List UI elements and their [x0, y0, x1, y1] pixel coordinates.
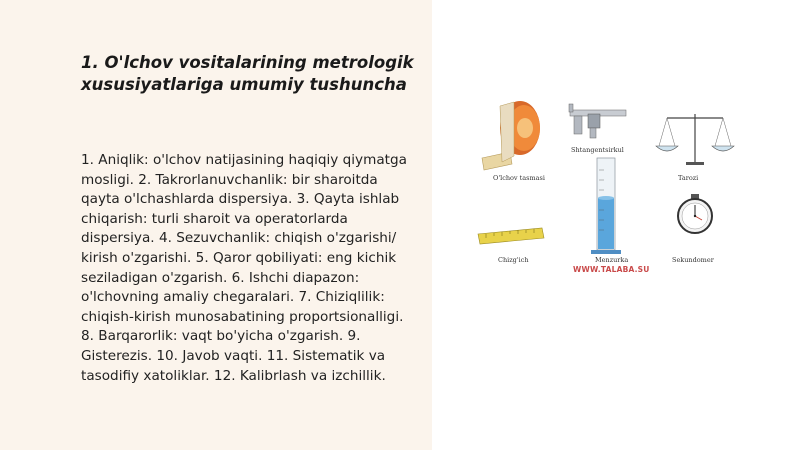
caption-tape: O'lchov tasmasi [493, 174, 545, 182]
ruler-icon [478, 228, 544, 244]
caption-ruler: Chizg'ich [498, 256, 529, 264]
caption-scale: Tarozi [678, 174, 699, 182]
caption-stopwatch: Sekundomer [672, 256, 714, 264]
caliper-icon [569, 104, 626, 138]
graduated-cylinder-icon [591, 158, 621, 254]
stopwatch-icon [678, 194, 712, 233]
measuring-tape-icon [482, 101, 540, 170]
balance-scale-icon [656, 114, 734, 165]
slide-body-text: 1. Aniqlik: o'lchov natijasining haqiqiy qiymatga mosligi. 2. Takrorlanuvchanlik: bir sharoitda qayta o'lchashlarda dispersiya. 3. Qayta ishlab chiqarish: turli sharoit va operatorlarda dispersiya. 4. Sezuvchanlik: chiqish o'zgarishi/ kirish o'zgarishi. 5. Qaror qobiliyati: eng kichik seziladigan o'zgarish. 6. Ishchi diapazon: o'lchovning amaliy chegaralari. 7. Chiziqlilik: chiqish-kirish munosabatining proportsionalligi. 8. Barqarorlik: vaqt bo'yicha o'zgarish. 9. Gisterezis. 10. Javob vaqti. 11. Sistematik va tasodifiy xatoliklar. 12. Kalibrlash va izchillik. [81, 152, 407, 384]
watermark: WWW.TALABA.SU [573, 265, 650, 274]
caption-caliper: Shtangentsirkul [571, 146, 624, 154]
caption-cylinder: Menzurka [595, 256, 629, 264]
slide-title: 1. O'lchov vositalarining metrologik xususiyatlariga umumiy tushuncha [81, 53, 414, 94]
